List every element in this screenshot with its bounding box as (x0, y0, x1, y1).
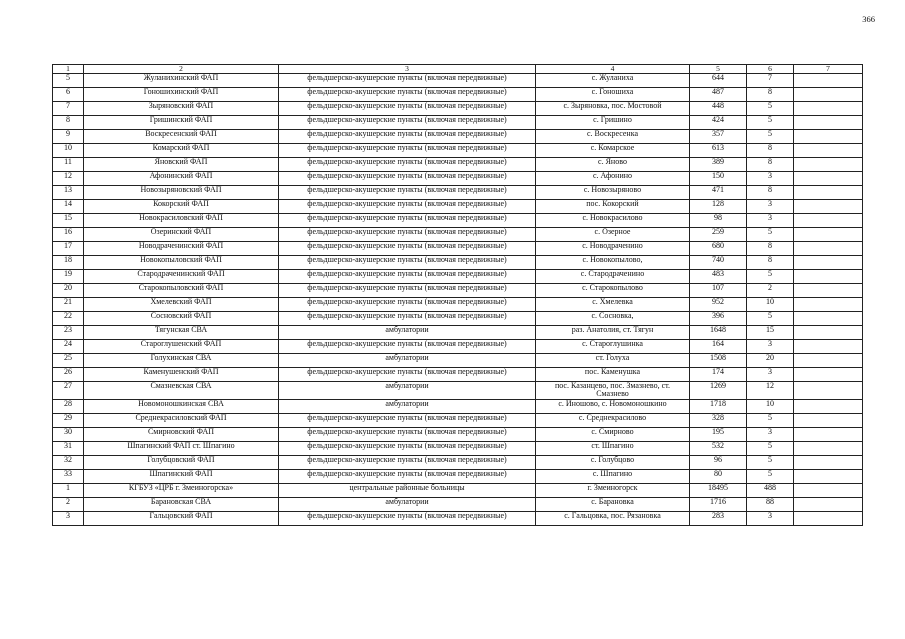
value-col-5-cell: 424 (690, 115, 747, 129)
value-col-7-cell (794, 325, 863, 339)
value-col-6-cell: 3 (747, 171, 794, 185)
table-row (53, 413, 863, 427)
facility-name-cell: Воскресенский ФАП (84, 129, 279, 143)
value-col-6-cell: 8 (747, 157, 794, 171)
row-number-cell: 19 (53, 269, 84, 283)
facility-name-cell: Гальцовский ФАП (84, 511, 279, 525)
locality-cell: с. Новодраченино (536, 241, 690, 255)
value-col-6-cell: 3 (747, 511, 794, 525)
row-number-cell: 27 (53, 381, 84, 399)
facility-name-cell: Голухинская СВА (84, 353, 279, 367)
table-row (53, 87, 863, 101)
page-number: 366 (862, 14, 875, 24)
table-row (53, 129, 863, 143)
table-row (53, 441, 863, 455)
table-row (53, 199, 863, 213)
facility-name-cell: Жуланихинский ФАП (84, 73, 279, 87)
value-col-7-cell (794, 115, 863, 129)
value-col-6-cell: 5 (747, 101, 794, 115)
facility-name-cell: Среднекрасиловский ФАП (84, 413, 279, 427)
locality-cell: с. Иношово, с. Новомоношкино (536, 399, 690, 413)
facility-type-cell: фельдшерско-акушерские пункты (включая передвижные) (279, 157, 536, 171)
locality-cell: с. Яново (536, 157, 690, 171)
locality-cell: с. Шпагино (536, 469, 690, 483)
value-col-7-cell (794, 367, 863, 381)
facility-type-cell: фельдшерско-акушерские пункты (включая передвижные) (279, 469, 536, 483)
locality-cell: с. Новозыряново (536, 185, 690, 199)
value-col-7-cell (794, 255, 863, 269)
table-row (53, 469, 863, 483)
facility-type-cell: фельдшерско-акушерские пункты (включая передвижные) (279, 311, 536, 325)
facility-name-cell: Староглушенский ФАП (84, 339, 279, 353)
value-col-7-cell (794, 399, 863, 413)
value-col-7-cell (794, 497, 863, 511)
facility-name-cell: Сосновский ФАП (84, 311, 279, 325)
facility-type-cell: фельдшерско-акушерские пункты (включая передвижные) (279, 129, 536, 143)
value-col-6-cell: 8 (747, 185, 794, 199)
locality-cell: с. Новокрасилово (536, 213, 690, 227)
value-col-5-cell: 174 (690, 367, 747, 381)
row-number-cell: 9 (53, 129, 84, 143)
value-col-6-cell: 8 (747, 241, 794, 255)
value-col-7-cell (794, 101, 863, 115)
value-col-5-cell: 283 (690, 511, 747, 525)
value-col-7-cell (794, 511, 863, 525)
row-number-cell: 2 (53, 497, 84, 511)
locality-cell: раз. Анатолия, ст. Тягун (536, 325, 690, 339)
table-row (53, 455, 863, 469)
header-col-5: 5 (690, 65, 747, 74)
facility-type-cell: амбулатории (279, 399, 536, 413)
row-number-cell: 13 (53, 185, 84, 199)
value-col-7-cell (794, 469, 863, 483)
facility-name-cell: Гришинский ФАП (84, 115, 279, 129)
value-col-6-cell: 88 (747, 497, 794, 511)
value-col-5-cell: 1508 (690, 353, 747, 367)
header-col-4: 4 (536, 65, 690, 74)
table-row (53, 255, 863, 269)
locality-cell: с. Озерное (536, 227, 690, 241)
value-col-5-cell: 357 (690, 129, 747, 143)
locality-cell: с. Воскресенка (536, 129, 690, 143)
row-number-cell: 24 (53, 339, 84, 353)
table-row (53, 297, 863, 311)
facility-type-cell: фельдшерско-акушерские пункты (включая передвижные) (279, 213, 536, 227)
value-col-6-cell: 5 (747, 129, 794, 143)
value-col-5-cell: 1716 (690, 497, 747, 511)
facility-type-cell: фельдшерско-акушерские пункты (включая передвижные) (279, 297, 536, 311)
facility-type-cell: фельдшерско-акушерские пункты (включая передвижные) (279, 101, 536, 115)
header-col-1: 1 (53, 65, 84, 74)
value-col-7-cell (794, 241, 863, 255)
value-col-6-cell: 5 (747, 227, 794, 241)
facility-type-cell: фельдшерско-акушерские пункты (включая передвижные) (279, 255, 536, 269)
facility-name-cell: Хмелевский ФАП (84, 297, 279, 311)
value-col-6-cell: 12 (747, 381, 794, 399)
locality-cell: с. Старокопылово (536, 283, 690, 297)
table-row (53, 339, 863, 353)
facility-name-cell: Афонинский ФАП (84, 171, 279, 185)
locality-cell: ст. Голуха (536, 353, 690, 367)
row-number-cell: 15 (53, 213, 84, 227)
row-number-cell: 6 (53, 87, 84, 101)
facility-name-cell: Новозыряновский ФАП (84, 185, 279, 199)
table-row (53, 367, 863, 381)
table-row (53, 171, 863, 185)
value-col-7-cell (794, 297, 863, 311)
locality-cell: с. Стародраченино (536, 269, 690, 283)
row-number-cell: 16 (53, 227, 84, 241)
header-row (53, 65, 863, 74)
facility-type-cell: фельдшерско-акушерские пункты (включая передвижные) (279, 269, 536, 283)
facility-type-cell: фельдшерско-акушерские пункты (включая передвижные) (279, 143, 536, 157)
facility-name-cell: Старокопыловский ФАП (84, 283, 279, 297)
value-col-6-cell: 5 (747, 413, 794, 427)
facility-name-cell: Новодраченинский ФАП (84, 241, 279, 255)
value-col-5-cell: 107 (690, 283, 747, 297)
value-col-5-cell: 471 (690, 185, 747, 199)
facility-name-cell: Каменушенский ФАП (84, 367, 279, 381)
value-col-5-cell: 680 (690, 241, 747, 255)
value-col-7-cell (794, 483, 863, 497)
facility-type-cell: фельдшерско-акушерские пункты (включая передвижные) (279, 441, 536, 455)
facility-name-cell: Шпагинский ФАП (84, 469, 279, 483)
table-row (53, 213, 863, 227)
value-col-7-cell (794, 381, 863, 399)
facility-type-cell: фельдшерско-акушерские пункты (включая передвижные) (279, 413, 536, 427)
locality-cell: г. Змеиногорск (536, 483, 690, 497)
value-col-6-cell: 5 (747, 115, 794, 129)
value-col-6-cell: 8 (747, 143, 794, 157)
row-number-cell: 31 (53, 441, 84, 455)
table-row (53, 497, 863, 511)
value-col-6-cell: 3 (747, 199, 794, 213)
value-col-6-cell: 5 (747, 269, 794, 283)
value-col-5-cell: 483 (690, 269, 747, 283)
row-number-cell: 21 (53, 297, 84, 311)
value-col-7-cell (794, 339, 863, 353)
value-col-7-cell (794, 427, 863, 441)
row-number-cell: 1 (53, 483, 84, 497)
facility-type-cell: фельдшерско-акушерские пункты (включая передвижные) (279, 199, 536, 213)
value-col-6-cell: 20 (747, 353, 794, 367)
table-row (53, 73, 863, 87)
facility-name-cell: Новокопыловский ФАП (84, 255, 279, 269)
locality-cell: с. Сосновка, (536, 311, 690, 325)
value-col-5-cell: 1718 (690, 399, 747, 413)
row-number-cell: 14 (53, 199, 84, 213)
value-col-6-cell: 3 (747, 213, 794, 227)
value-col-5-cell: 128 (690, 199, 747, 213)
table-row (53, 381, 863, 399)
value-col-6-cell: 5 (747, 455, 794, 469)
locality-cell: с. Зыряновка, пос. Мостовой (536, 101, 690, 115)
row-number-cell: 3 (53, 511, 84, 525)
row-number-cell: 32 (53, 455, 84, 469)
value-col-7-cell (794, 87, 863, 101)
value-col-7-cell (794, 283, 863, 297)
locality-cell: с. Смирново (536, 427, 690, 441)
value-col-5-cell: 740 (690, 255, 747, 269)
facility-name-cell: Тягунская СВА (84, 325, 279, 339)
value-col-6-cell: 3 (747, 367, 794, 381)
value-col-5-cell: 396 (690, 311, 747, 325)
locality-cell: с. Среднекрасилово (536, 413, 690, 427)
row-number-cell: 5 (53, 73, 84, 87)
value-col-7-cell (794, 455, 863, 469)
locality-cell: с. Комарское (536, 143, 690, 157)
row-number-cell: 12 (53, 171, 84, 185)
locality-cell: ст. Шпагино (536, 441, 690, 455)
value-col-5-cell: 18495 (690, 483, 747, 497)
value-col-5-cell: 613 (690, 143, 747, 157)
header-col-3: 3 (279, 65, 536, 74)
table-row (53, 227, 863, 241)
facility-table (52, 64, 863, 526)
value-col-7-cell (794, 185, 863, 199)
value-col-5-cell: 1648 (690, 325, 747, 339)
locality-cell: с. Хмелевка (536, 297, 690, 311)
value-col-5-cell: 80 (690, 469, 747, 483)
facility-name-cell: КГБУЗ «ЦРБ г. Змеиногорска» (84, 483, 279, 497)
facility-type-cell: фельдшерско-акушерские пункты (включая передвижные) (279, 241, 536, 255)
value-col-7-cell (794, 73, 863, 87)
value-col-5-cell: 259 (690, 227, 747, 241)
table-row (53, 325, 863, 339)
facility-name-cell: Кокорский ФАП (84, 199, 279, 213)
facility-type-cell: фельдшерско-акушерские пункты (включая передвижные) (279, 185, 536, 199)
value-col-6-cell: 10 (747, 399, 794, 413)
locality-cell: с. Голубцово (536, 455, 690, 469)
row-number-cell: 17 (53, 241, 84, 255)
value-col-6-cell: 10 (747, 297, 794, 311)
value-col-6-cell: 5 (747, 469, 794, 483)
row-number-cell: 29 (53, 413, 84, 427)
value-col-5-cell: 532 (690, 441, 747, 455)
value-col-5-cell: 952 (690, 297, 747, 311)
facility-name-cell: Комарский ФАП (84, 143, 279, 157)
value-col-5-cell: 1269 (690, 381, 747, 399)
facility-name-cell: Зыряновский ФАП (84, 101, 279, 115)
table-row (53, 311, 863, 325)
locality-cell: с. Гоношиха (536, 87, 690, 101)
facility-name-cell: Барановская СВА (84, 497, 279, 511)
table-row (53, 483, 863, 497)
value-col-6-cell: 2 (747, 283, 794, 297)
locality-cell: с. Новокопылово, (536, 255, 690, 269)
value-col-6-cell: 5 (747, 311, 794, 325)
row-number-cell: 30 (53, 427, 84, 441)
locality-cell: с. Афонино (536, 171, 690, 185)
row-number-cell: 28 (53, 399, 84, 413)
row-number-cell: 25 (53, 353, 84, 367)
value-col-7-cell (794, 311, 863, 325)
locality-cell: пос. Каменушка (536, 367, 690, 381)
facility-type-cell: амбулатории (279, 325, 536, 339)
row-number-cell: 26 (53, 367, 84, 381)
value-col-7-cell (794, 441, 863, 455)
locality-cell: с. Гальцовка, пос. Рязановка (536, 511, 690, 525)
locality-cell: с. Жуланиха (536, 73, 690, 87)
value-col-6-cell: 7 (747, 73, 794, 87)
row-number-cell: 23 (53, 325, 84, 339)
row-number-cell: 33 (53, 469, 84, 483)
facility-type-cell: фельдшерско-акушерские пункты (включая передвижные) (279, 367, 536, 381)
value-col-6-cell: 3 (747, 427, 794, 441)
table-row (53, 427, 863, 441)
value-col-5-cell: 328 (690, 413, 747, 427)
facility-type-cell: центральные районные больницы (279, 483, 536, 497)
value-col-5-cell: 96 (690, 455, 747, 469)
value-col-7-cell (794, 413, 863, 427)
value-col-6-cell: 8 (747, 87, 794, 101)
value-col-5-cell: 389 (690, 157, 747, 171)
facility-type-cell: амбулатории (279, 381, 536, 399)
value-col-7-cell (794, 129, 863, 143)
facility-name-cell: Гоношихинский ФАП (84, 87, 279, 101)
value-col-7-cell (794, 353, 863, 367)
value-col-5-cell: 98 (690, 213, 747, 227)
table-row (53, 241, 863, 255)
row-number-cell: 11 (53, 157, 84, 171)
value-col-6-cell: 3 (747, 339, 794, 353)
value-col-6-cell: 488 (747, 483, 794, 497)
locality-cell: с. Староглушинка (536, 339, 690, 353)
header-col-2: 2 (84, 65, 279, 74)
value-col-5-cell: 150 (690, 171, 747, 185)
table-row (53, 283, 863, 297)
row-number-cell: 22 (53, 311, 84, 325)
facility-name-cell: Новокрасиловский ФАП (84, 213, 279, 227)
facility-type-cell: фельдшерско-акушерские пункты (включая передвижные) (279, 115, 536, 129)
table-row (53, 185, 863, 199)
value-col-7-cell (794, 227, 863, 241)
facility-name-cell: Стародраченинский ФАП (84, 269, 279, 283)
row-number-cell: 10 (53, 143, 84, 157)
locality-cell: с. Гришино (536, 115, 690, 129)
facility-name-cell: Смирновский ФАП (84, 427, 279, 441)
value-col-5-cell: 448 (690, 101, 747, 115)
row-number-cell: 20 (53, 283, 84, 297)
row-number-cell: 18 (53, 255, 84, 269)
facility-type-cell: фельдшерско-акушерские пункты (включая передвижные) (279, 283, 536, 297)
value-col-7-cell (794, 143, 863, 157)
locality-cell: пос. Казанцево, пос. Змазнево, ст. Смазнево (536, 381, 690, 399)
facility-type-cell: фельдшерско-акушерские пункты (включая передвижные) (279, 73, 536, 87)
locality-cell: пос. Кокорский (536, 199, 690, 213)
facility-type-cell: фельдшерско-акушерские пункты (включая передвижные) (279, 339, 536, 353)
facility-name-cell: Смазневская СВА (84, 381, 279, 399)
facility-type-cell: амбулатории (279, 497, 536, 511)
locality-cell: с. Барановка (536, 497, 690, 511)
facility-type-cell: фельдшерско-акушерские пункты (включая передвижные) (279, 455, 536, 469)
value-col-6-cell: 8 (747, 255, 794, 269)
facility-type-cell: фельдшерско-акушерские пункты (включая передвижные) (279, 87, 536, 101)
value-col-5-cell: 164 (690, 339, 747, 353)
facility-type-cell: амбулатории (279, 353, 536, 367)
facility-type-cell: фельдшерско-акушерские пункты (включая передвижные) (279, 511, 536, 525)
facility-type-cell: фельдшерско-акушерские пункты (включая передвижные) (279, 227, 536, 241)
table-row (53, 101, 863, 115)
header-col-7: 7 (794, 65, 863, 74)
facility-name-cell: Голубцовский ФАП (84, 455, 279, 469)
facility-name-cell: Шпагинский ФАП ст. Шпагино (84, 441, 279, 455)
value-col-7-cell (794, 171, 863, 185)
table-row (53, 115, 863, 129)
value-col-6-cell: 15 (747, 325, 794, 339)
table-row (53, 269, 863, 283)
facility-name-cell: Новомоношкинская СВА (84, 399, 279, 413)
table-row (53, 353, 863, 367)
facility-type-cell: фельдшерско-акушерские пункты (включая передвижные) (279, 427, 536, 441)
facility-name-cell: Яновский ФАП (84, 157, 279, 171)
value-col-7-cell (794, 269, 863, 283)
value-col-5-cell: 195 (690, 427, 747, 441)
value-col-5-cell: 644 (690, 73, 747, 87)
facility-type-cell: фельдшерско-акушерские пункты (включая передвижные) (279, 171, 536, 185)
table-row (53, 511, 863, 525)
table-row (53, 157, 863, 171)
value-col-6-cell: 5 (747, 441, 794, 455)
value-col-7-cell (794, 213, 863, 227)
value-col-7-cell (794, 199, 863, 213)
header-col-6: 6 (747, 65, 794, 74)
value-col-5-cell: 487 (690, 87, 747, 101)
table-row (53, 143, 863, 157)
row-number-cell: 8 (53, 115, 84, 129)
row-number-cell: 7 (53, 101, 84, 115)
facility-name-cell: Озеринский ФАП (84, 227, 279, 241)
table-row (53, 399, 863, 413)
value-col-7-cell (794, 157, 863, 171)
